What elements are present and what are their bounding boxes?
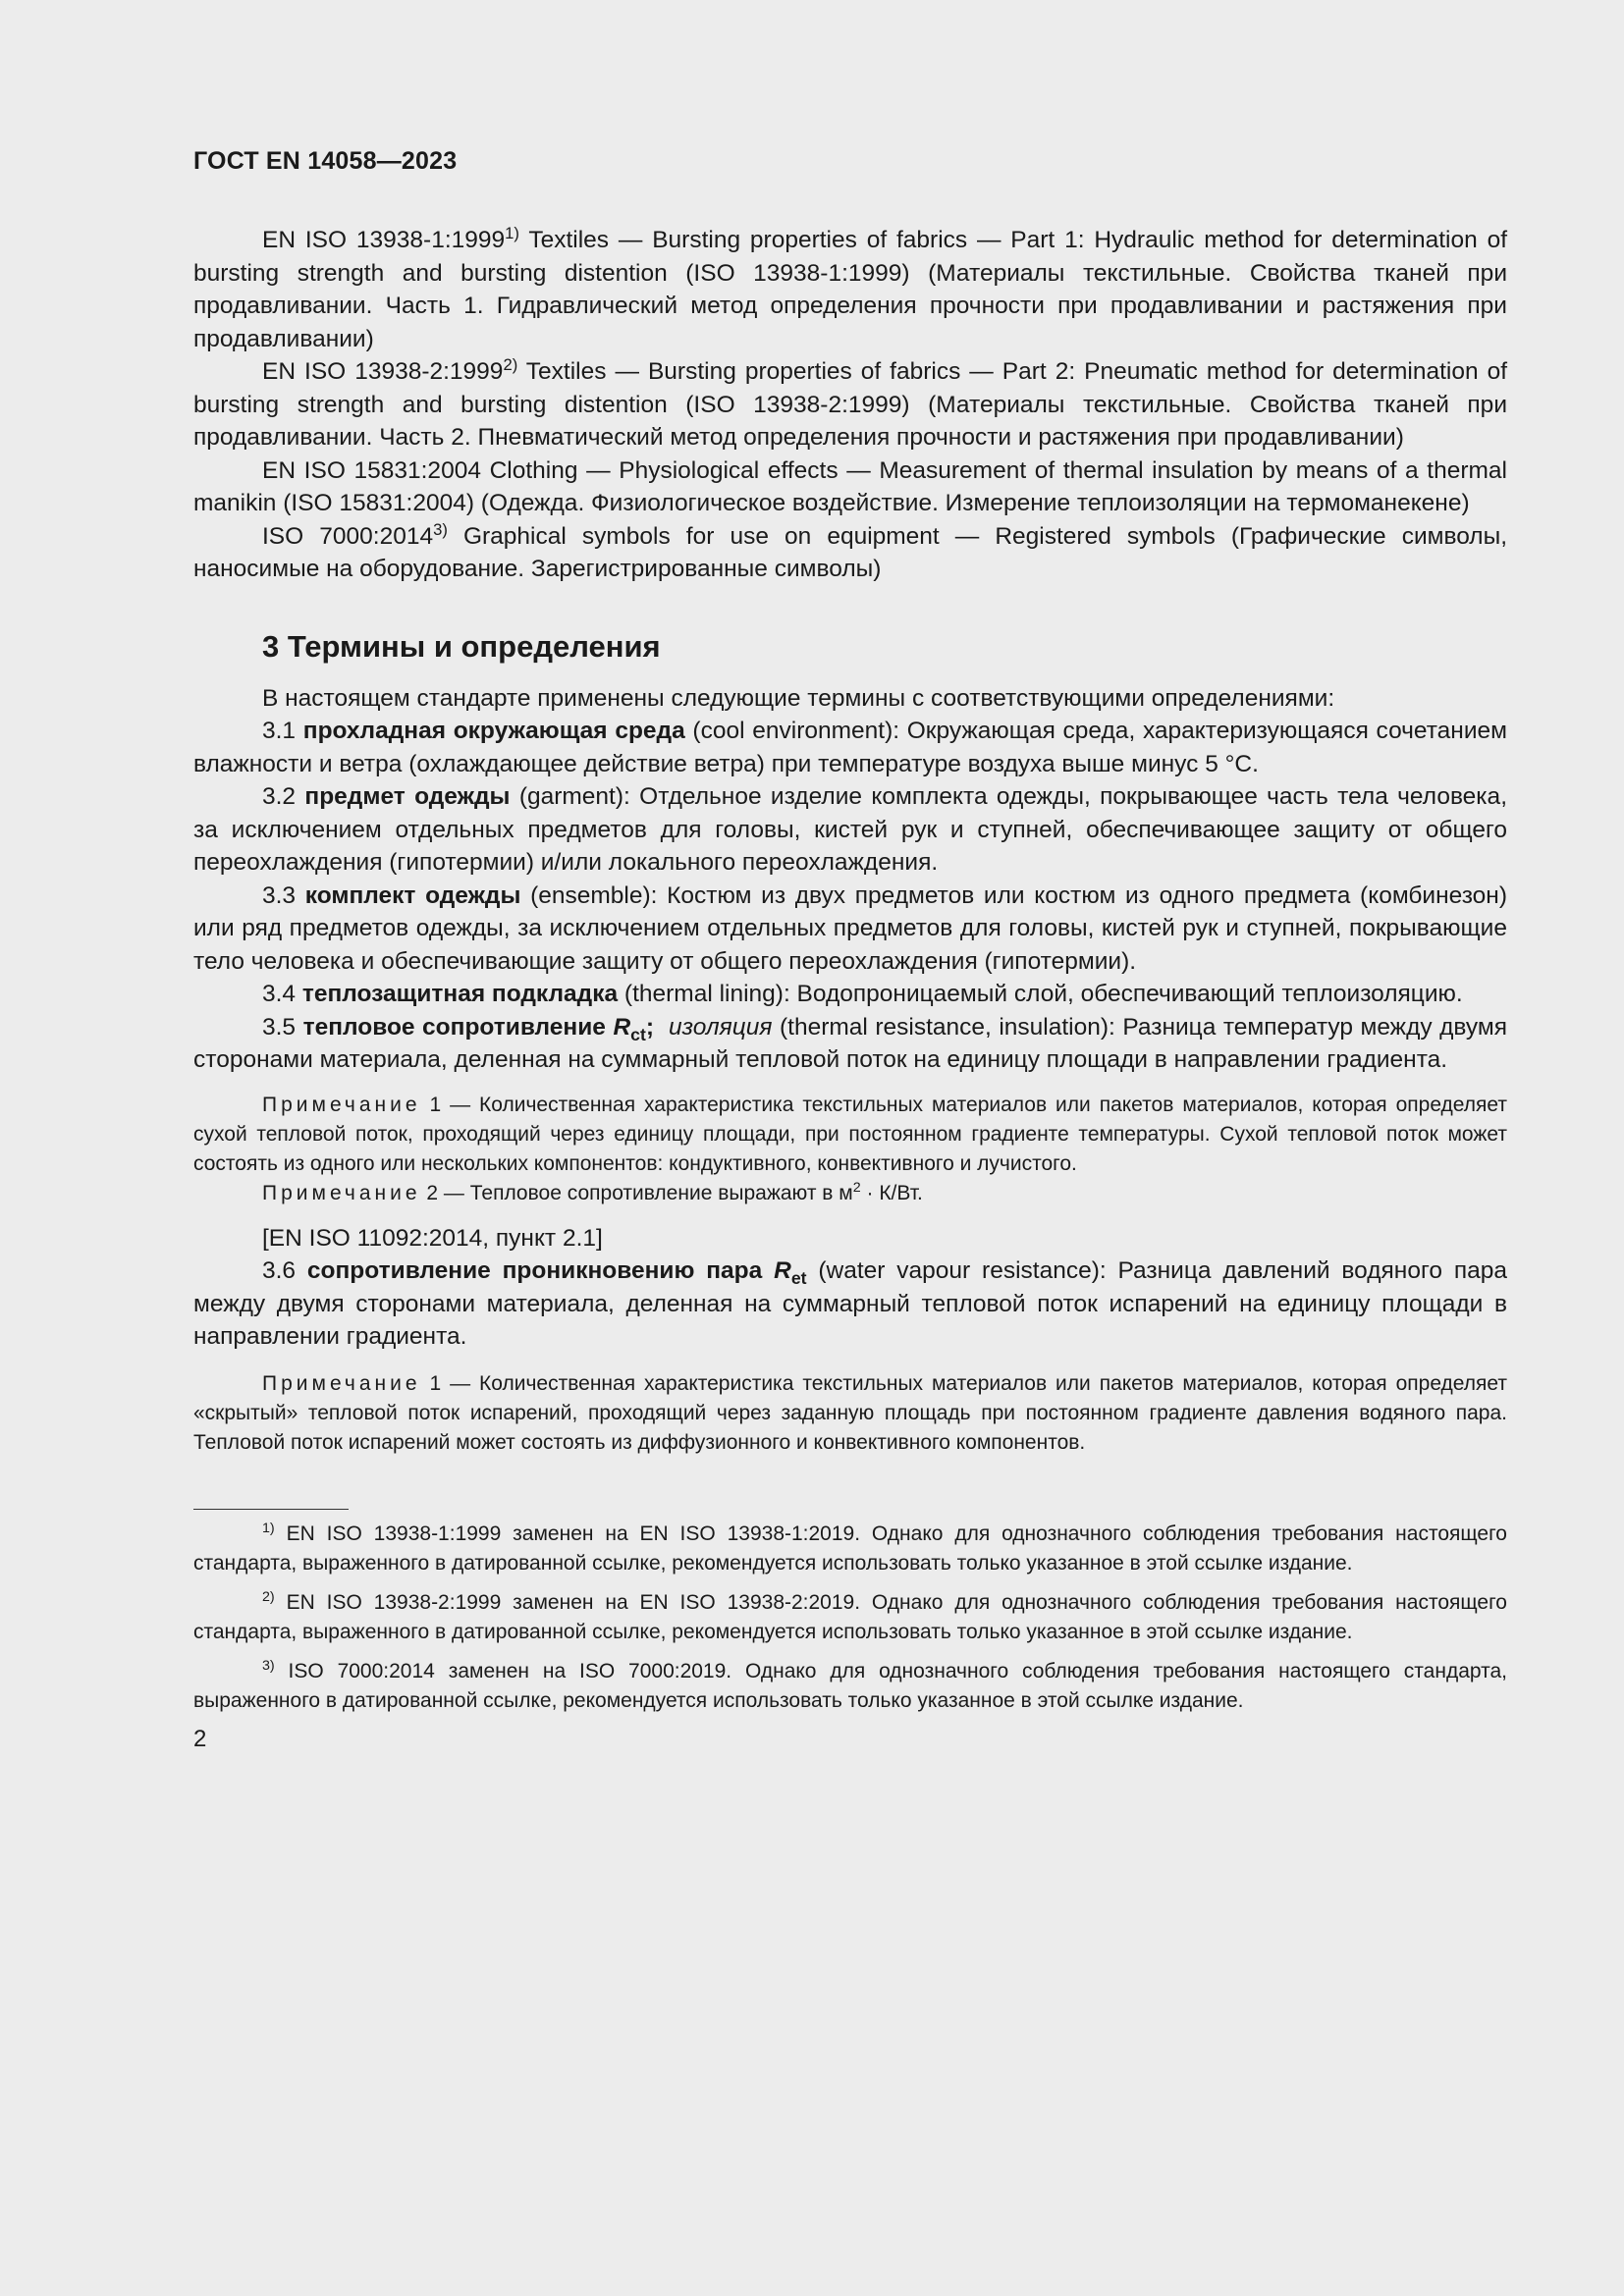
note-text: 2 — Тепловое сопротивление выражают в м — [420, 1181, 853, 1204]
source-reference: [EN ISO 11092:2014, пункт 2.1] — [262, 1224, 603, 1252]
footnote-text: EN ISO 13938-2:1999 заменен на EN ISO 13938-2:2019. Однако для однозначного соблюдения требования настоящего стандарта, выраженного в датированной ссылке, рекомендуется использовать только указанное в этой ссылке издание. — [193, 1590, 1507, 1643]
footnote-1 — [193, 1520, 1507, 1578]
reference-text: Textiles — Bursting properties of fabrics — Part 1: Hydraulic method for determination of bursting strength and bursting distention (ISO 13938-1:1999) (Материалы текстильные. Свойства тканей при продавливании. Часть 1. Гидравлический метод определения прочности при продавливании и растяжения при продавливании) — [193, 227, 1507, 352]
footnote-mark: 3) — [433, 519, 448, 539]
footnote-text: EN ISO 13938-1:1999 заменен на EN ISO 13938-1:2019. Однако для однозначного соблюдения требования настоящего стандарта, выраженного в датированной ссылке, рекомендуется использовать только указанное в этой ссылке издание. — [193, 1522, 1507, 1575]
term-number: 3.6 — [262, 1257, 307, 1284]
footnote-mark: 2) — [262, 1588, 275, 1605]
term-alt-name: изоляция — [669, 1013, 773, 1041]
footnote-mark: 2) — [503, 354, 518, 374]
reference-code: EN ISO 13938-1:1999 — [262, 227, 506, 253]
note-unit-tail: · К/Вт. — [860, 1181, 923, 1204]
term-3-6 — [193, 1255, 1507, 1354]
term-name: сопротивление проникновению пара — [306, 1257, 775, 1284]
term-name: комплект одежды — [304, 881, 521, 909]
footnote-divider — [193, 1509, 349, 1510]
term-separator: ; — [645, 1013, 654, 1041]
note-3-5-1 — [193, 1091, 1507, 1179]
reference-4 — [193, 520, 1507, 586]
term-3-4 — [193, 978, 1507, 1011]
term-number: 3.1 — [262, 718, 303, 744]
page-number: 2 — [193, 1725, 207, 1752]
note-text: 1 — Количественная характеристика текстильных материалов или пакетов материалов, которая определяет «скрытый» тепловой поток испарений, проходящий через заданную площадь при постоянном градиенте давления водяного пара. Тепловой поток испарений может состоять из диффузионного и конвективного компонентов. — [193, 1371, 1507, 1454]
section-intro: В настоящем стандарте применены следующие термины с соответствующими определениями: — [262, 684, 1335, 712]
term-definition: (garment): Отдельное изделие комплекта одежды, покрывающее часть тела человека, за исключением отдельных предметов для головы, кистей рук и ступней, обеспечивающее защиту от общего переохлаждения (гипотермии) и/или локального переохлаждения. — [193, 783, 1507, 876]
term-definition: (cool environment): Окружающая среда, характеризующаяся сочетанием влажности и ветра (охлаждающее действие ветра) при температуре воздуха выше минус 5 °С. — [193, 718, 1507, 777]
reference-1 — [193, 224, 1507, 355]
footnote-mark: 1) — [505, 223, 519, 242]
note-label: Примечание — [262, 1181, 421, 1204]
reference-3 — [193, 454, 1507, 520]
footnote-2 — [193, 1588, 1507, 1647]
term-3-3 — [193, 880, 1507, 979]
term-name: предмет одежды — [304, 783, 511, 810]
note-3-6-1 — [193, 1369, 1507, 1458]
term-symbol-subscript: et — [790, 1267, 807, 1288]
footnote-mark: 3) — [262, 1657, 275, 1674]
term-number: 3.4 — [262, 981, 302, 1007]
reference-text: Textiles — Bursting properties of fabrics — Part 2: Pneumatic method for determination of bursting strength and bursting distention (ISO 13938-2:1999) (Материалы текстильные. Свойства тканей при продавливании. Часть 2. Пневматический метод определения прочности и растяжения при продавливании) — [193, 358, 1507, 451]
term-number: 3.3 — [262, 881, 305, 909]
footnote-3 — [193, 1657, 1507, 1716]
reference-2 — [193, 355, 1507, 454]
term-3-1 — [193, 715, 1507, 780]
note-text: 1 — Количественная характеристика текстильных материалов или пакетов материалов, которая определяет сухой тепловой поток, проходящий через единицу площади, при постоянном градиенте температуры. Сухой тепловой поток может состоять из одного или нескольких компонентов: кондуктивного, конвективного и лучистого. — [193, 1093, 1507, 1175]
reference-code: ISO 7000:2014 — [262, 522, 434, 550]
footnote-mark: 1) — [262, 1520, 275, 1536]
reference-text: Graphical symbols for use on equipment — Registered symbols (Графические символы, наносимые на оборудование. Зарегистрированные символы) — [193, 522, 1508, 582]
note-label: Примечание — [262, 1093, 421, 1116]
term-name: прохладная окружающая среда — [302, 718, 685, 744]
unit-exponent: 2 — [852, 1179, 861, 1196]
note-label: Примечание — [262, 1371, 421, 1395]
reference-code: EN ISO 13938-2:1999 — [262, 358, 504, 385]
term-symbol: R — [613, 1013, 631, 1041]
section-heading: 3 Термины и определения — [262, 628, 661, 664]
term-number: 3.2 — [262, 783, 305, 810]
reference-text: Clothing — Physiological effects — Measurement of thermal insulation by means of a thermal manikin (ISO 15831:2004) (Одежда. Физиологическое воздействие. Измерение теплоизоляции на термоманекене) — [193, 456, 1507, 516]
term-definition: (thermal lining): Водопроницаемый слой, обеспечивающий теплоизоляцию. — [618, 981, 1463, 1007]
footnote-text: ISO 7000:2014 заменен на ISO 7000:2019. Однако для однозначного соблюдения требования настоящего стандарта, выраженного в датированной ссылке, рекомендуется использовать только указанное в этой ссылке издание. — [193, 1659, 1507, 1712]
term-3-5 — [193, 1011, 1507, 1077]
note-3-5-2 — [193, 1179, 1507, 1208]
term-number: 3.5 — [262, 1013, 303, 1041]
reference-code: EN ISO 15831:2004 — [262, 456, 481, 484]
term-symbol-subscript: ct — [630, 1024, 646, 1044]
term-symbol: R — [774, 1257, 791, 1284]
term-definition: (ensemble): Костюм из двух предметов или костюм из одного предмета (комбинезон) или ряд предметов одежды, за исключением отдельных предметов для головы, кистей рук и ступней, покрывающие тело человека и обеспечивающие защиту от общего переохлаждения (гипотермии). — [193, 881, 1507, 975]
term-definition: (thermal resistance, insulation): Разница температур между двумя сторонами материала, деленная на суммарный тепловой поток на единицу площади в направлении градиента. — [193, 1013, 1507, 1073]
document-body — [193, 224, 1507, 1753]
term-definition: (water vapour resistance): Разница давлений водяного пара между двумя сторонами материала, деленная на суммарный тепловой поток испарений на единицу площади в направлении градиента. — [193, 1257, 1507, 1350]
term-name: тепловое сопротивление — [302, 1013, 614, 1041]
term-3-2 — [193, 780, 1507, 880]
term-name: теплозащитная подкладка — [301, 981, 619, 1007]
document-header: ГОСТ EN 14058—2023 — [193, 147, 458, 175]
